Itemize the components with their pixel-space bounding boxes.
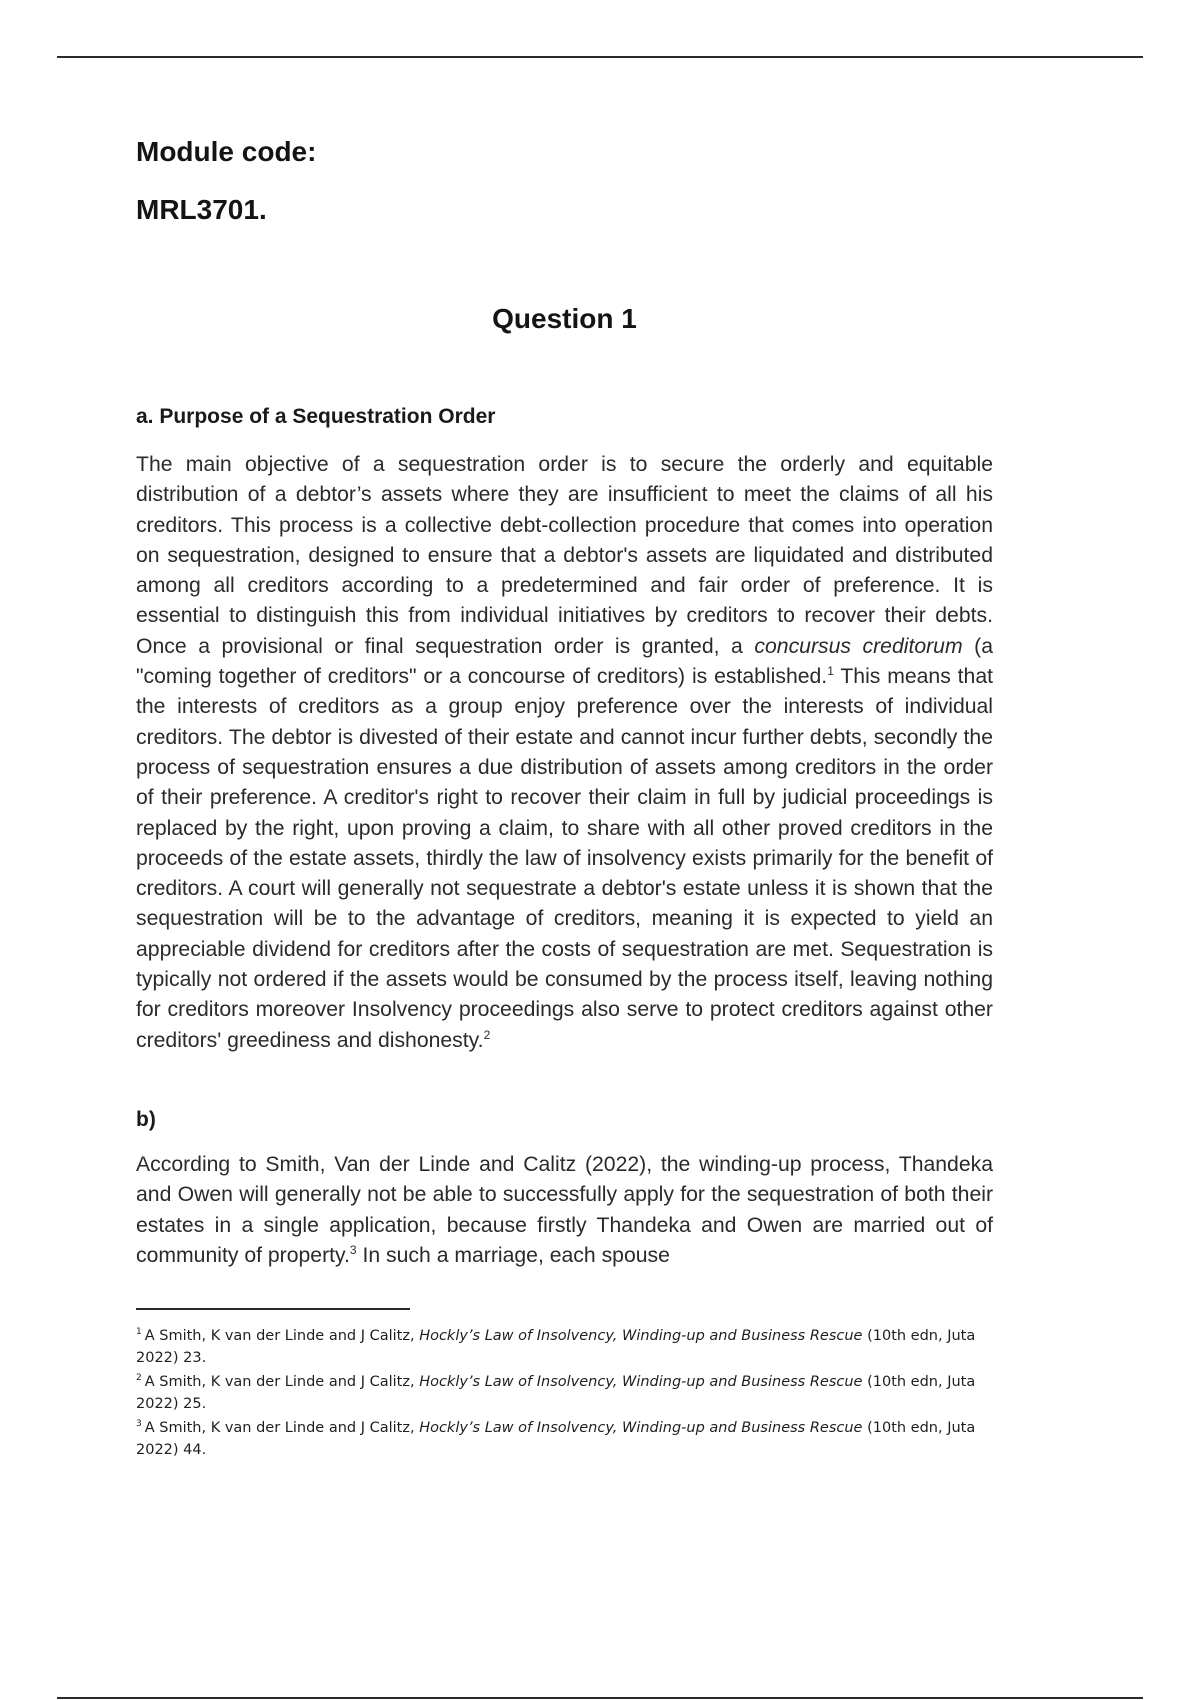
footnote-1 [136, 1325, 993, 1369]
footnote-number: 2 [136, 1373, 142, 1384]
footnote-ref-1[interactable]: 1 [827, 664, 834, 679]
footnote-3 [136, 1417, 993, 1461]
section-a-heading: a. Purpose of a Sequestration Order [136, 405, 496, 428]
section-a-text-2: (a "coming together of creditors" or a concourse of creditors) is established. [136, 634, 993, 689]
module-code: MRL3701. [136, 194, 267, 225]
footnotes [136, 1325, 993, 1463]
section-b-heading: b) [136, 1108, 156, 1131]
footnote-separator [136, 1308, 410, 1310]
footnote-book-title: Hockly’s Law of Insolvency, Winding-up and Business Rescue [419, 1328, 863, 1344]
section-b-text-2: In such a marriage, each spouse [356, 1243, 670, 1267]
module-label: Module code: [136, 136, 317, 167]
footnote-authors: A Smith, K van der Linde and J Calitz, [144, 1374, 420, 1390]
footnote-ref-2[interactable]: 2 [483, 1027, 491, 1042]
section-a-paragraph [136, 450, 993, 1056]
footnote-book-title: Hockly’s Law of Insolvency, Winding-up and Business Rescue [419, 1420, 863, 1436]
footnote-2 [136, 1371, 993, 1415]
footnote-citation: (10th edn, Juta 2022) 44. [136, 1420, 976, 1458]
section-b-text-1: According to Smith, Van der Linde and Calitz (2022), the winding-up process, Thandeka and Owen will generally not be able to successfully apply for the sequestration of both their estates in a single application, because firstly Thandeka and Owen are married out of community of property. [136, 1153, 993, 1267]
footnote-number: 3 [136, 1419, 142, 1430]
footnote-authors: A Smith, K van der Linde and J Calitz, [144, 1328, 420, 1344]
footnote-citation: (10th edn, Juta 2022) 25. [136, 1374, 976, 1412]
question-title: Question 1 [492, 303, 637, 334]
footer-rule [57, 1697, 1143, 1699]
section-a-text-1: The main objective of a sequestration order is to secure the orderly and equitable distribution of a debtor’s assets where they are insufficient to meet the claims of all his creditors. This process is a collective debt-collection procedure that comes into operation on sequestration, designed to ensure that a debtor's assets are liquidated and distributed among all creditors according to a predetermined and fair order of preference. It is essential to distinguish this from individual initiatives by creditors to recover their debts. Once a provisional or final sequestration order is granted, a [136, 453, 993, 658]
section-a-text-3: This means that the interests of creditors as a group enjoy preference over the interests of individual creditors. The debtor is divested of their estate and cannot incur further debts, secondly the process of sequestration ensures a due distribution of assets among creditors in the order of their preference. A creditor's right to recover their claim in full by judicial proceedings is replaced by the right, upon proving a claim, to share with all other proved creditors in the proceeds of the estate assets, thirdly the law of insolvency exists primarily for the benefit of creditors. A court will generally not sequestrate a debtor's estate unless it is shown that the sequestration will be to the advantage of creditors, meaning it is expected to yield an appreciable dividend for creditors after the costs of sequestration are met. Sequestration is typically not ordered if the assets would be consumed by the process itself, leaving nothing for creditors moreover Insolvency proceedings also serve to protect creditors against other creditors' greediness and dishonesty. [136, 665, 993, 1052]
footnote-ref-3[interactable]: 3 [349, 1242, 357, 1257]
footnote-book-title: Hockly’s Law of Insolvency, Winding-up and Business Rescue [419, 1374, 863, 1390]
footnote-authors: A Smith, K van der Linde and J Calitz, [144, 1420, 420, 1436]
footnote-citation: (10th edn, Juta 2022) 23. [136, 1328, 976, 1366]
concursus-creditorum-term: concursus creditorum [754, 634, 963, 658]
footnote-number: 1 [136, 1327, 142, 1338]
section-b-paragraph [136, 1150, 993, 1271]
header-rule [57, 56, 1143, 58]
